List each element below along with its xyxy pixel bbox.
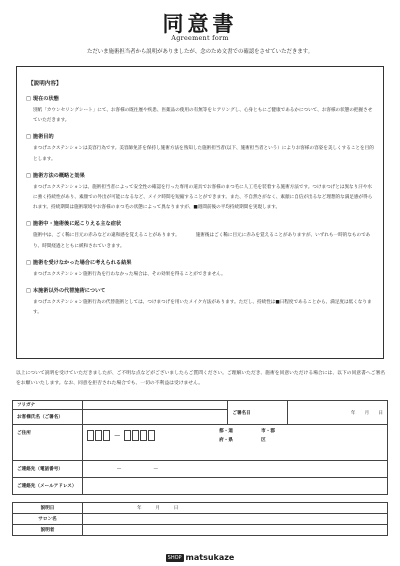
section-body: 施術中は、ごく稀に目元の赤みなどの違和感を覚えることがあります。 施術後はごく稀に目元に赤みを覚えることがありますが、いずれも一時的なものであり、時間経過とともに緩和されていきます。 [33,233,371,249]
section-symptoms [26,220,374,251]
phone-format: — — [116,467,159,472]
postal-code-box[interactable] [87,434,157,439]
consent-text: 以上について説明を受けていただきましたが、ご不明な点などがございましたらご質問ください。ご理解いただき、施術を同意いただける場合には、以下の同意書へご署名をお願いいたします。なお、同意を拒否された場合でも、一切の不利益は受けません。 [16,371,386,386]
section-title: 現在の状態 [32,96,59,102]
checkbox-icon: □ [26,96,31,102]
signed-date-label: ご署名日 [228,401,288,425]
logo-text: matsukaze [185,553,235,562]
logo-mark-icon: SHOP [167,554,182,561]
section-body: まつげエクステンション施術行為を行わなかった場合は、その効果を得ることができません。 [33,271,226,277]
section-title: 本施術以外の代替施術について [32,288,106,295]
salon-field[interactable] [83,514,388,525]
section-purpose [26,133,374,164]
furigana-label: フリガナ [13,401,83,410]
section-no-treatment [26,259,374,280]
section-body: まつげエクステンションは美容行為です。美容師免許を保持し施術方法を熟知した施術担当者(以下、施術担当者という）によりお客様の容姿を美しくすることを目的とします。 [33,146,374,162]
section-title: 施術中・施術後に起こりえる主な症状 [32,221,122,228]
phone-label: ご連絡先（電話番号） [13,461,83,478]
section-body: まつげエクステンション施術行為の代替施術としては、つけまつげを用いたメイク方法があります。ただし、持続性は■日程度であることから、満足度は低くなります。 [33,300,372,316]
section-title: 施術方法の概略と効果 [32,172,85,179]
explain-date-field[interactable] [83,503,388,514]
explain-date-format: 年 月 日 [137,506,179,511]
section-current-state [26,95,374,126]
salon-label: サロン名 [13,514,83,525]
explanation-title: 【説明内容】 [28,81,62,87]
section-body: まつげエクステンションは、施術担当者によって安全性の確認を行った専用の道具でお客様のまつ毛に人工毛を装着する施術方法です。つけまつげとは異なり汗や水に強く持続性があり、素顔での外出が可能になるなど、メイク時間を短縮することができます。また、不自然さがなく、素顔に自信が出るなど理想的な満足感が得られます。持続期間は施術環境やお客様のまつ毛の状態によって異なりますが、■週間前後の平均持続期間を実現します。 [33,184,373,211]
explanation-box [16,66,384,359]
explainer-field[interactable] [83,525,388,536]
section-title: 施術を受けなかった場合に考えられる結果 [32,259,132,266]
checkbox-icon: □ [26,259,31,266]
section-method [26,172,374,214]
address-label: ご住所 [13,425,83,461]
checkbox-icon: □ [26,172,31,179]
document-subtitle: Agreement form [171,34,229,42]
section-title: 施術目的 [32,134,54,141]
furigana-field[interactable] [82,401,228,410]
pref-label-2: 府・県 [219,438,233,443]
city-label-2: 区 [261,438,266,443]
section-body: 別紙「カウンセリングシート」にて、お客様の既往歴や疾患、医薬品の使用の有無等をヒアリングし、心身ともにご健康であるかについて、お客様の状態の把握させていただきます。 [33,108,373,124]
checkbox-icon: □ [26,288,31,295]
explain-date-label: 説明日 [13,503,83,514]
document-title: 同意書 [162,11,238,36]
address-field[interactable] [82,425,387,461]
intro-text: ただいま施術担当者から説明がありましたが、念のため文書での確認をさせていただきます。 [87,49,313,55]
postal-dash: — [114,432,121,439]
address-units [219,428,277,443]
brand-logo [0,547,400,566]
city-label-1: 市・郡 [261,429,275,434]
explainer-label: 説明者 [13,525,83,536]
pref-label-1: 都・道 [219,429,233,434]
email-label: ご連絡先（メールアドレス） [13,478,83,495]
checkbox-icon: □ [26,134,31,141]
section-alternatives [26,287,374,318]
checkbox-icon: □ [26,221,31,228]
customer-form [12,400,388,495]
staff-table [12,502,388,536]
name-field[interactable] [82,410,228,425]
phone-field[interactable] [82,461,387,478]
signed-date-field[interactable]: 年 月 日 [288,401,388,425]
name-label: お客様氏名（ご署名） [13,410,83,425]
email-field[interactable] [82,478,387,495]
